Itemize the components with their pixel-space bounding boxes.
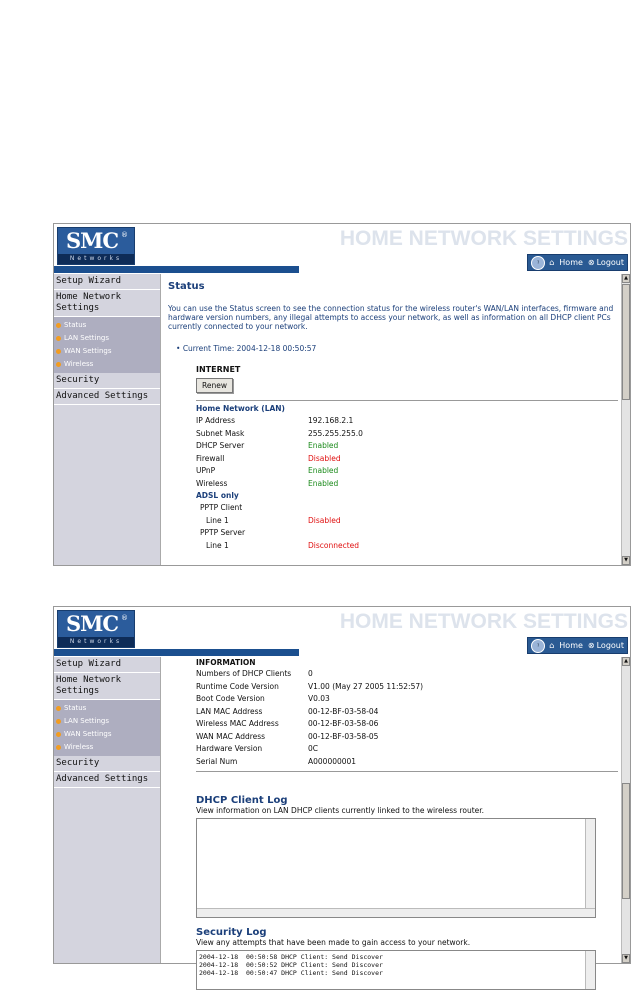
- info-row: Numbers of DHCP Clients 0: [196, 669, 313, 678]
- sidebar-item-wan-settings[interactable]: WAN Settings: [56, 728, 160, 741]
- vertical-scrollbar[interactable]: [621, 274, 630, 565]
- sidebar-item-advanced-settings[interactable]: Advanced Settings: [54, 389, 160, 405]
- pptp-server-label: PPTP Server: [200, 528, 246, 537]
- log-line: 2004-12-18 00:50:47 DHCP Client: Send Discover: [199, 969, 383, 977]
- internet-heading: INTERNET: [196, 365, 241, 374]
- dhcp-log-textarea[interactable]: [196, 818, 596, 918]
- logout-icon: ⊗: [587, 641, 595, 650]
- lan-row: DHCP Server Enabled: [196, 441, 339, 450]
- logout-link[interactable]: Logout: [596, 641, 624, 650]
- smc-logo: SMC ® Networks: [57, 610, 135, 648]
- lan-row: Subnet Mask 255.255.255.0: [196, 428, 363, 438]
- bullet-icon: [56, 362, 61, 367]
- page-banner-title: HOME NETWORK SETTINGS: [339, 610, 628, 633]
- info-row: Runtime Code Version V1.00 (May 27 2005 11:52:57): [196, 681, 424, 691]
- home-link[interactable]: Home: [559, 641, 583, 650]
- security-log-textarea[interactable]: [196, 950, 596, 990]
- lan-row: Firewall Disabled: [196, 453, 341, 463]
- header: [54, 224, 630, 274]
- page-description: You can use the Status screen to see the connection status for the wireless router's WAN/LAN interfaces, firmware and hardware version numbers, any illegal attempts to access your network, as well as information on all DHCP client PCs currently connected to your network.: [168, 304, 614, 331]
- adsl-heading: ADSL only: [196, 491, 239, 500]
- log-scrollbar[interactable]: [585, 951, 595, 989]
- logout-link[interactable]: Logout: [596, 258, 624, 267]
- sidebar-item-security[interactable]: Security: [54, 373, 160, 389]
- divider: [196, 400, 618, 401]
- page-banner-title: HOME NETWORK SETTINGS: [339, 227, 628, 250]
- renew-button[interactable]: Renew: [196, 378, 233, 393]
- pptp-server-row: Line 1 Disconnected: [206, 540, 360, 550]
- smc-logo: SMC ® Networks: [57, 227, 135, 265]
- scroll-up-icon[interactable]: ▲: [622, 657, 630, 666]
- home-icon: ⌂: [549, 641, 555, 650]
- info-row: Wireless MAC Address 00-12-BF-03-58-06: [196, 719, 379, 728]
- bullet-icon: [56, 323, 61, 328]
- scroll-down-icon[interactable]: ▼: [622, 954, 630, 963]
- header-accent-bar: [54, 649, 299, 656]
- main-content: [162, 274, 621, 565]
- info-row: Boot Code Version V0.03: [196, 694, 330, 703]
- info-row: Hardware Version 0C: [196, 744, 319, 753]
- status-screenshot: [53, 223, 631, 566]
- current-time: • Current Time: 2004-12-18 00:50:57: [176, 344, 317, 353]
- divider: [196, 771, 618, 772]
- help-globe-icon[interactable]: ?: [531, 256, 545, 270]
- information-screenshot: [53, 606, 631, 977]
- log-line: 2004-12-18 00:50:58 DHCP Client: Send Discover: [199, 953, 383, 961]
- bullet-icon: [56, 745, 61, 750]
- sidebar-item-status[interactable]: Status: [56, 702, 160, 715]
- pptp-client-label: PPTP Client: [200, 503, 243, 512]
- log-line: 2004-12-18 00:50:52 DHCP Client: Send Discover: [199, 961, 383, 969]
- bullet-icon: [56, 732, 61, 737]
- home-link[interactable]: Home: [559, 258, 583, 267]
- scroll-thumb[interactable]: [622, 284, 630, 400]
- sidebar-item-wan-settings[interactable]: WAN Settings: [56, 345, 160, 358]
- lan-row: UPnP Enabled: [196, 466, 339, 475]
- info-row: WAN MAC Address 00-12-BF-03-58-05: [196, 731, 379, 741]
- information-heading: INFORMATION: [196, 658, 256, 667]
- lan-heading: Home Network (LAN): [196, 404, 285, 413]
- bullet-icon: [56, 349, 61, 354]
- home-icon: ⌂: [549, 258, 555, 267]
- bullet-icon: [56, 706, 61, 711]
- log-hscrollbar[interactable]: [197, 908, 595, 917]
- sidebar-item-wireless[interactable]: Wireless: [56, 741, 160, 754]
- info-row: Serial Num A000000001: [196, 756, 357, 766]
- dhcp-log-description: View information on LAN DHCP clients currently linked to the wireless router.: [196, 806, 485, 815]
- sidebar-item-setup-wizard[interactable]: Setup Wizard: [54, 274, 160, 290]
- lan-row: IP Address 192.168.2.1: [196, 416, 354, 425]
- dhcp-log-title: DHCP Client Log: [196, 795, 288, 806]
- scroll-thumb[interactable]: [622, 783, 630, 899]
- sidebar-item-home-network-settings[interactable]: Home Network Settings: [54, 290, 160, 317]
- sidebar-item-status[interactable]: Status: [56, 319, 160, 332]
- sidebar-item-home-network-settings[interactable]: Home Network Settings: [54, 673, 160, 700]
- sidebar-item-wireless[interactable]: Wireless: [56, 358, 160, 371]
- header-nav: [527, 254, 628, 271]
- header-accent-bar: [54, 266, 299, 273]
- sidebar-item-security[interactable]: Security: [54, 756, 160, 772]
- security-log-title: Security Log: [196, 927, 267, 938]
- sidebar: [54, 657, 161, 963]
- sidebar-item-lan-settings[interactable]: LAN Settings: [56, 715, 160, 728]
- info-row: LAN MAC Address 00-12-BF-03-58-04: [196, 706, 379, 716]
- lan-row: Wireless Enabled: [196, 478, 339, 488]
- sidebar-item-setup-wizard[interactable]: Setup Wizard: [54, 657, 160, 673]
- main-content: [162, 657, 621, 977]
- sidebar-item-lan-settings[interactable]: LAN Settings: [56, 332, 160, 345]
- sidebar-submenu: [54, 700, 160, 756]
- security-log-description: View any attempts that have been made to gain access to your network.: [196, 938, 471, 947]
- sidebar-submenu: [54, 317, 160, 373]
- logout-icon: ⊗: [587, 258, 595, 267]
- page-title: Status: [168, 281, 205, 292]
- scroll-down-icon[interactable]: ▼: [622, 556, 630, 565]
- bullet-icon: [56, 336, 61, 341]
- header-nav: [527, 637, 628, 654]
- bullet-icon: [56, 719, 61, 724]
- sidebar-item-advanced-settings[interactable]: Advanced Settings: [54, 772, 160, 788]
- scroll-up-icon[interactable]: ▲: [622, 274, 630, 283]
- sidebar: [54, 274, 161, 565]
- log-scrollbar[interactable]: [585, 819, 595, 917]
- help-globe-icon[interactable]: ?: [531, 639, 545, 653]
- vertical-scrollbar[interactable]: [621, 657, 630, 963]
- pptp-client-row: Line 1 Disabled: [206, 515, 341, 525]
- header: [54, 607, 630, 657]
